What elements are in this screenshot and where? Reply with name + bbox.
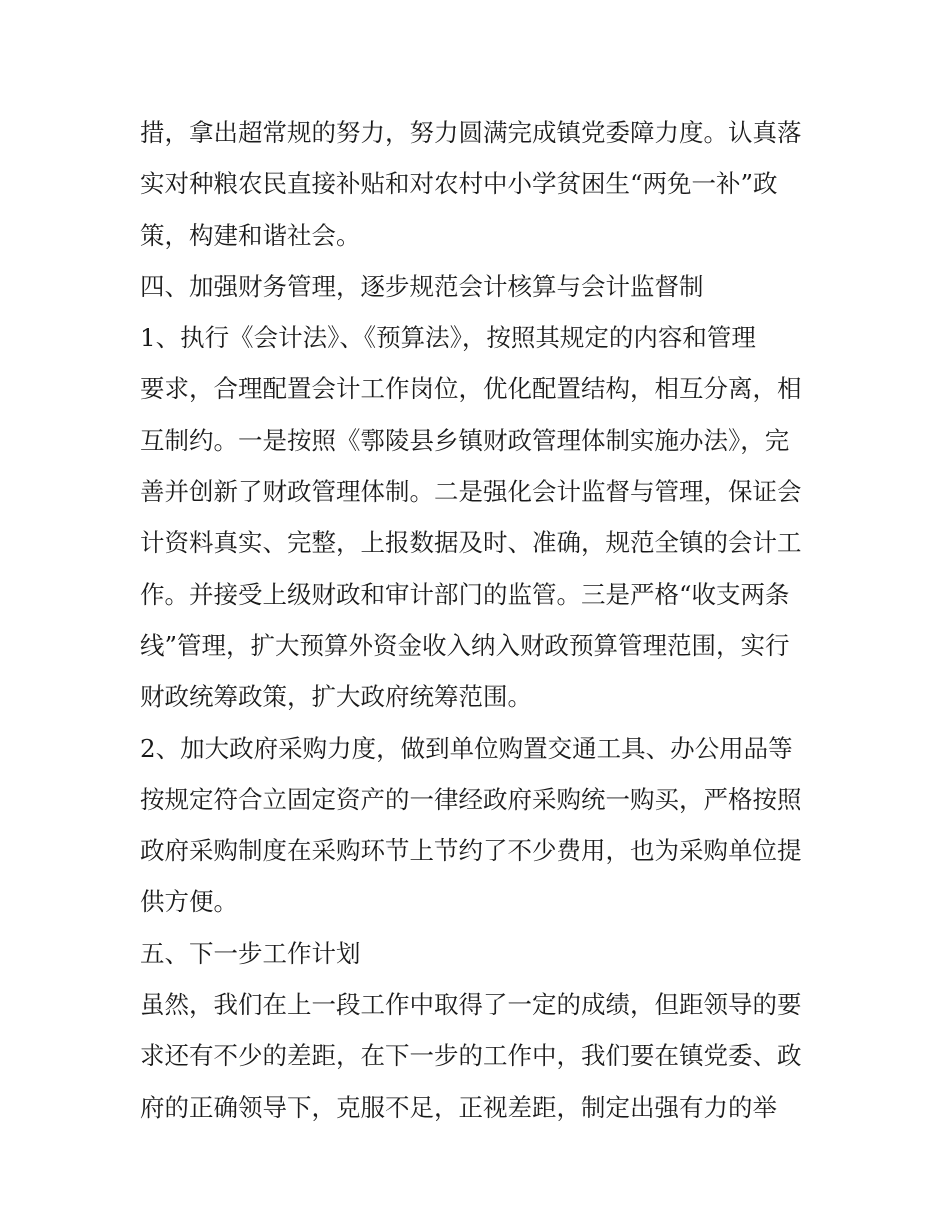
- text-line: 互制约。一是按照《鄠陵县乡镇财政管理体制实施办法》，完: [140, 425, 790, 455]
- text-line: 府的正确领导下，克服不足，正视差距，制定出强有力的举: [140, 1092, 777, 1122]
- text-line: 线”管理，扩大预算外资金收入纳入财政预算管理范围，实行: [140, 630, 790, 660]
- text-line: 实对种粮农民直接补贴和对农村中小学贫困生“两免一补”政: [140, 169, 778, 199]
- text-line: 政府采购制度在采购环节上节约了不少费用，也为采购单位提: [140, 836, 802, 866]
- text-line: 策，构建和谐社会。: [140, 220, 361, 250]
- text-line: 计资料真实、完整，上报数据及时、准确，规范全镇的会计工: [140, 528, 802, 558]
- document-body: [140, 107, 820, 1133]
- text-line: 善并创新了财政管理体制。二是强化会计监督与管理，保证会: [140, 477, 802, 507]
- text-line: 供方便。: [140, 887, 238, 917]
- text-line: 要求，合理配置会计工作岗位，优化配置结构，相互分离，相: [140, 374, 802, 404]
- section-heading: 五、下一步工作计划: [140, 938, 361, 968]
- text-line: 按规定符合立固定资产的一律经政府采购统一购买，严格按照: [140, 784, 802, 814]
- section-heading: 四、加强财务管理，逐步规范会计核算与会计监督制: [140, 271, 704, 301]
- text-line: 2、加大政府采购力度，做到单位购置交通工具、办公用品等: [140, 733, 793, 763]
- text-line: 求还有不少的差距，在下一步的工作中，我们要在镇党委、政: [140, 1041, 802, 1071]
- text-line: 财政统筹政策，扩大政府统筹范围。: [140, 682, 532, 712]
- text-line: 措，拿出超常规的努力，努力圆满完成镇党委障力度。认真落: [140, 118, 802, 147]
- text-line: 虽然，我们在上一段工作中取得了一定的成绩，但距领导的要: [140, 990, 802, 1020]
- text-line: 1、执行《会计法》、《预算法》，按照其规定的内容和管理: [140, 323, 756, 353]
- text-line: 作。并接受上级财政和审计部门的监管。三是严格“收支两条: [140, 579, 790, 609]
